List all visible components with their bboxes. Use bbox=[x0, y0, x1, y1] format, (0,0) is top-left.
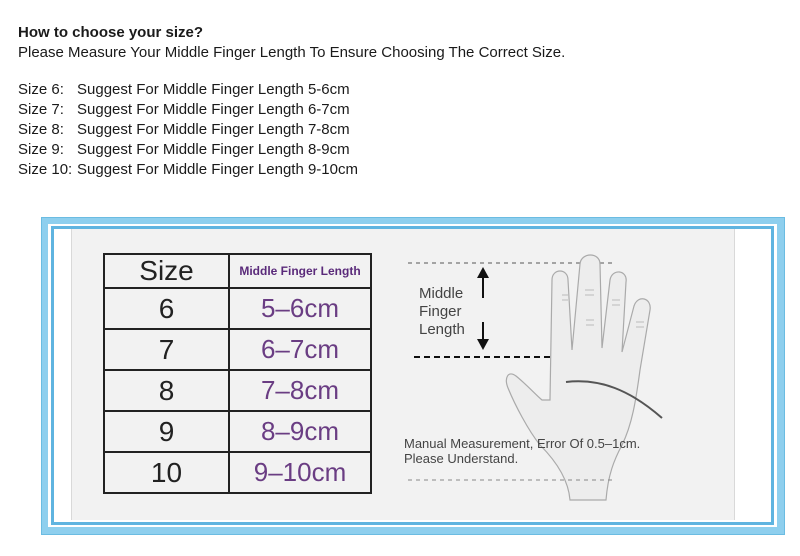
table-row bbox=[104, 411, 371, 452]
table-row bbox=[104, 452, 371, 493]
hand-outline-icon bbox=[506, 255, 650, 500]
middle-finger-label-line3: Length bbox=[419, 321, 465, 338]
measurement-note-line2: Please Understand. bbox=[404, 451, 519, 466]
length-cell: 5–6cm bbox=[229, 288, 371, 329]
table-row bbox=[104, 329, 371, 370]
length-cell: 7–8cm bbox=[229, 370, 371, 411]
length-cell: 8–9cm bbox=[229, 411, 371, 452]
list-item bbox=[18, 80, 358, 100]
size-cell: 8 bbox=[104, 370, 229, 411]
size-suggestion: Suggest For Middle Finger Length 8-9cm bbox=[77, 141, 350, 158]
size-label: Size 10: bbox=[18, 161, 73, 178]
size-cell: 9 bbox=[104, 411, 229, 452]
size-suggestion: Suggest For Middle Finger Length 9-10cm bbox=[77, 161, 358, 178]
length-column-header: Middle Finger Length bbox=[229, 254, 371, 288]
size-suggestion: Suggest For Middle Finger Length 5-6cm bbox=[77, 81, 350, 98]
size-cell: 7 bbox=[104, 329, 229, 370]
table-row bbox=[104, 370, 371, 411]
list-item bbox=[18, 100, 358, 120]
table-row bbox=[104, 288, 371, 329]
size-guide-intro: Please Measure Your Middle Finger Length To Ensure Choosing The Correct Size. bbox=[18, 44, 566, 61]
middle-finger-label-line2: Finger bbox=[419, 303, 462, 320]
size-suggestion: Suggest For Middle Finger Length 6-7cm bbox=[77, 101, 350, 118]
size-label: Size 9: bbox=[18, 141, 64, 158]
size-label: Size 6: bbox=[18, 81, 64, 98]
list-item bbox=[18, 140, 358, 160]
size-column-header: Size bbox=[104, 254, 229, 288]
size-suggestion: Suggest For Middle Finger Length 7-8cm bbox=[77, 121, 350, 138]
size-chart-table bbox=[103, 253, 372, 494]
down-arrow-icon bbox=[477, 322, 489, 350]
size-cell: 6 bbox=[104, 288, 229, 329]
size-label: Size 8: bbox=[18, 121, 64, 138]
size-cell: 10 bbox=[104, 452, 229, 493]
list-item bbox=[18, 120, 358, 140]
measurement-note-line1: Manual Measurement, Error Of 0.5–1cm. bbox=[404, 436, 641, 451]
up-arrow-icon bbox=[477, 267, 489, 298]
middle-finger-label-line1: Middle bbox=[419, 285, 464, 302]
list-item bbox=[18, 160, 358, 180]
length-cell: 9–10cm bbox=[229, 452, 371, 493]
length-cell: 6–7cm bbox=[229, 329, 371, 370]
size-suggestion-list bbox=[18, 80, 358, 180]
size-guide-heading: How to choose your size? bbox=[18, 24, 204, 41]
size-label: Size 7: bbox=[18, 101, 64, 118]
table-header-row bbox=[104, 254, 371, 288]
